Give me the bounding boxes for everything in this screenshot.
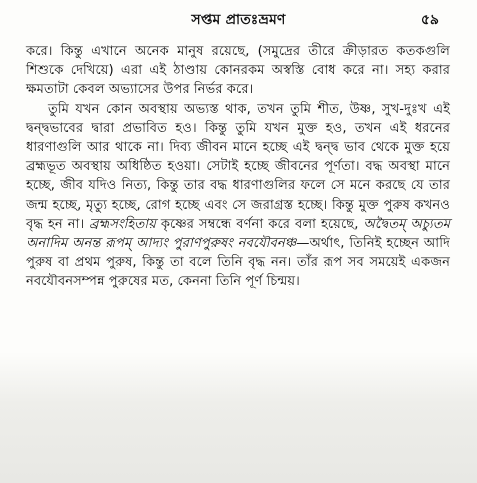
body-text xyxy=(26,42,450,292)
running-title: সপ্তম প্রাতঃভ্রমণ xyxy=(191,12,286,28)
sanskrit-verse-quote: অদ্বৈতম্ অচ্যুতম অনাদিম অনন্ত রূপম্ আদ্যং পুরাণপুরুষং নবযৌবনঞ্চ xyxy=(26,216,450,252)
paragraph-2-text-b: কৃষ্ণের সম্বন্ধে বর্ণনা করে বলা হয়েছে, xyxy=(155,216,364,232)
page-show-through xyxy=(0,352,477,483)
scripture-title-brahma-samhita: ব্রহ্মসংহিতায় xyxy=(89,216,156,232)
paragraph-2-text-c: —অর্থাৎ, তিনিই হচ্ছেন আদি পুরুষ বা প্রথম পুরুষ, কিন্তু তা বলে তিনি বৃদ্ধ নন। তাঁর রূপ সব সময়েই একজন নবযৌবনসম্পন্ন পুরুষের মত, কেননা তিনি পূর্ণ চিন্ময়। xyxy=(26,236,450,290)
paragraph-1-text: করে। কিন্তু এখানে অনেক মানুষ রয়েছে, (সমুদ্রের তীরে ক্রীড়ারত কতকগুলি শিশুকে দেখিয়ে) এরা এই ঠাণ্ডায় কোনরকম অস্বস্তি বোধ করে না। সহ্য করার ক্ষমতাটা কেবল অভ্যাসের উপর নির্ভর করে। xyxy=(26,44,450,98)
paragraph-1 xyxy=(26,42,450,100)
page-number: ৫৯ xyxy=(420,12,439,28)
paragraph-2-text-a: তুমি যখন কোন অবস্থায় অভ্যস্ত থাক, তখন তুমি শীত, উষ্ণ, সুখ-দুঃখ এই দ্বন্দ্বভাবের দ্বারা প্রভাবিত হও। কিন্তু তুমি যখন মুক্ত হও, তখন এই ধরনের ধারণাগুলি আর থাকে না। দিব্য জীবন মানে হচ্ছে এই দ্বন্দ্ব ভাব থেকে মুক্ত হয়ে ব্রহ্মভূত অবস্থায় অধিষ্ঠিত হওয়া। সেটাই হচ্ছে জীবনের পূর্ণতা। বদ্ধ অবস্থা মানে হচ্ছে, জীব যদিও নিত্য, কিন্তু তার বদ্ধ ধারণাগুলির ফলে সে মনে করছে যে তার জন্ম হচ্ছে, মৃত্যু হচ্ছে, রোগ হচ্ছে এবং সে জরাগ্রস্ত হচ্ছে। কিন্তু মুক্ত পুরুষ কখনও বৃদ্ধ হন না। xyxy=(26,101,450,232)
paragraph-2 xyxy=(26,100,450,292)
page-header xyxy=(0,8,477,30)
